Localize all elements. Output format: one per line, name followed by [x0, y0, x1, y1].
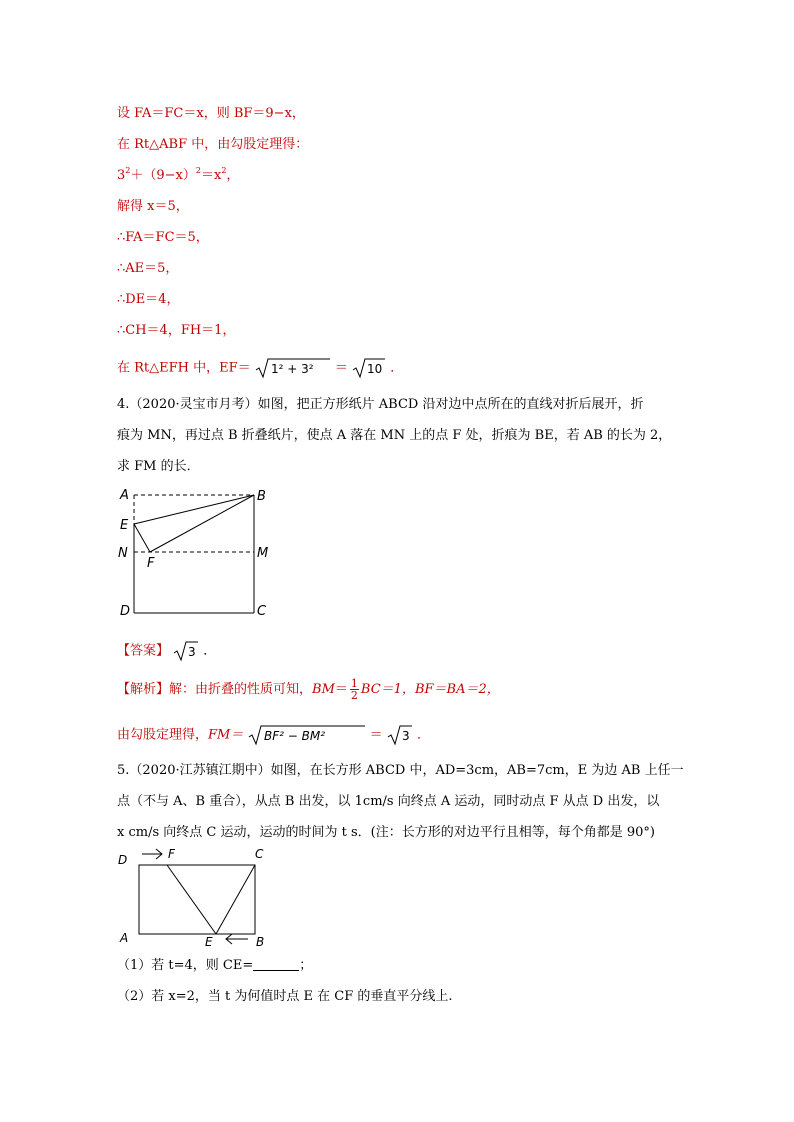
solution-line-7: ∴DE＝4， — [117, 292, 180, 307]
solution-line-9: 在 Rt△EFH 中，EF＝ 1² + 3² ＝ 10 ． — [117, 357, 403, 379]
label-m: M — [257, 546, 269, 561]
label-e: E — [205, 935, 213, 949]
label-b: B — [257, 489, 266, 504]
fraction-one-half: $\frac{1}{2}$ — [350, 677, 358, 702]
label-c: C — [255, 847, 264, 861]
solution-line-5: ∴FA＝FC＝5， — [117, 230, 209, 245]
segment-fb — [150, 495, 254, 552]
label-d: D — [120, 604, 131, 619]
label-f: F — [168, 847, 175, 861]
problem-4-analysis: 【解析】解：由折叠的性质可知，BM＝ $\frac{1}{2}$ BC＝1，BF＝BA＝2， — [117, 677, 500, 702]
label-e: E — [120, 518, 129, 533]
solution-line-1: 设 FA＝FC＝x，则 BF＝9−x， — [117, 106, 305, 121]
problem-4-answer: 【答案】 3 ． — [117, 640, 216, 662]
label-c: C — [257, 604, 267, 619]
solution-line-6: ∴AE＝5， — [117, 261, 179, 276]
label-d: D — [118, 853, 128, 867]
problem-5-line-1: 5.（2020·江苏镇江期中）如图，在长方形 ABCD 中，AD=3cm，AB=7cm，E 为边 AB 上任一 — [117, 763, 684, 778]
label-a: A — [120, 931, 129, 945]
crease-be — [134, 495, 254, 524]
segment-ef — [134, 524, 150, 552]
problem-5-line-2: 点（不与 A、B 重合），从点 B 出发，以 1cm/s 向终点 A 运动，同时动点 F 从点 D 出发，以 — [117, 794, 660, 809]
answer-blank[interactable] — [253, 958, 299, 971]
arrow-right-icon — [142, 849, 162, 859]
radical-content: 10 — [367, 362, 383, 376]
label-f: F — [147, 556, 155, 571]
radical-content: 3 — [188, 645, 196, 659]
solution-line-4: 解得 x＝5， — [117, 199, 189, 214]
problem-5-figure — [112, 842, 278, 950]
radical-10 — [352, 357, 386, 379]
radical-bf-bm — [248, 724, 366, 746]
problem-4-line-1: 4.（2020·灵宝市月考）如图，把正方形纸片 ABCD 沿对边中点所在的直线对折后展开，折 — [117, 397, 644, 412]
label-n: N — [118, 546, 128, 561]
problem-4-line-2: 痕为 MN，再过点 B 折叠纸片，使点 A 落在 MN 上的点 F 处，折痕为 BE，若 AB 的长为 2， — [117, 428, 672, 443]
problem-5-question-2: （2）若 x=2，当 t 为何值时点 E 在 CF 的垂直平分线上. — [117, 989, 453, 1004]
solution-line-8: ∴CH＝4，FH＝1， — [117, 323, 236, 338]
problem-5-question-1: （1）若 t=4，则 CE= ； — [117, 958, 313, 973]
radical-content: 3 — [401, 729, 410, 743]
arrow-left-icon — [226, 934, 248, 944]
problem-5-line-3: x cm/s 向终点 C 运动，运动的时间为 t s．(注：长方形的对边平行且相等，每个角都是 90°) — [117, 825, 655, 840]
solution-line-2: 在 Rt△ABF 中，由勾股定理得： — [117, 137, 309, 152]
problem-4-analysis-line-2: 由勾股定理得，FM＝ BF² − BM² ＝ 3 ． — [117, 724, 430, 746]
radical-content: 1² + 3² — [270, 362, 314, 376]
segment-fe — [167, 865, 216, 934]
problem-4-line-3: 求 FM 的长． — [117, 459, 200, 474]
label-a: A — [120, 488, 129, 503]
segment-ec — [216, 865, 255, 934]
solution-line-3: $3^2+(9-x)^2=x^2$， — [117, 166, 240, 183]
problem-4-figure — [112, 484, 280, 620]
radical-3 — [173, 640, 199, 662]
label-b: B — [256, 935, 265, 949]
rectangle-abcd — [139, 865, 255, 934]
radical-content: BF² − BM² — [263, 729, 325, 743]
radical-1-plus-3 — [255, 357, 331, 379]
radical-3 — [387, 724, 413, 746]
